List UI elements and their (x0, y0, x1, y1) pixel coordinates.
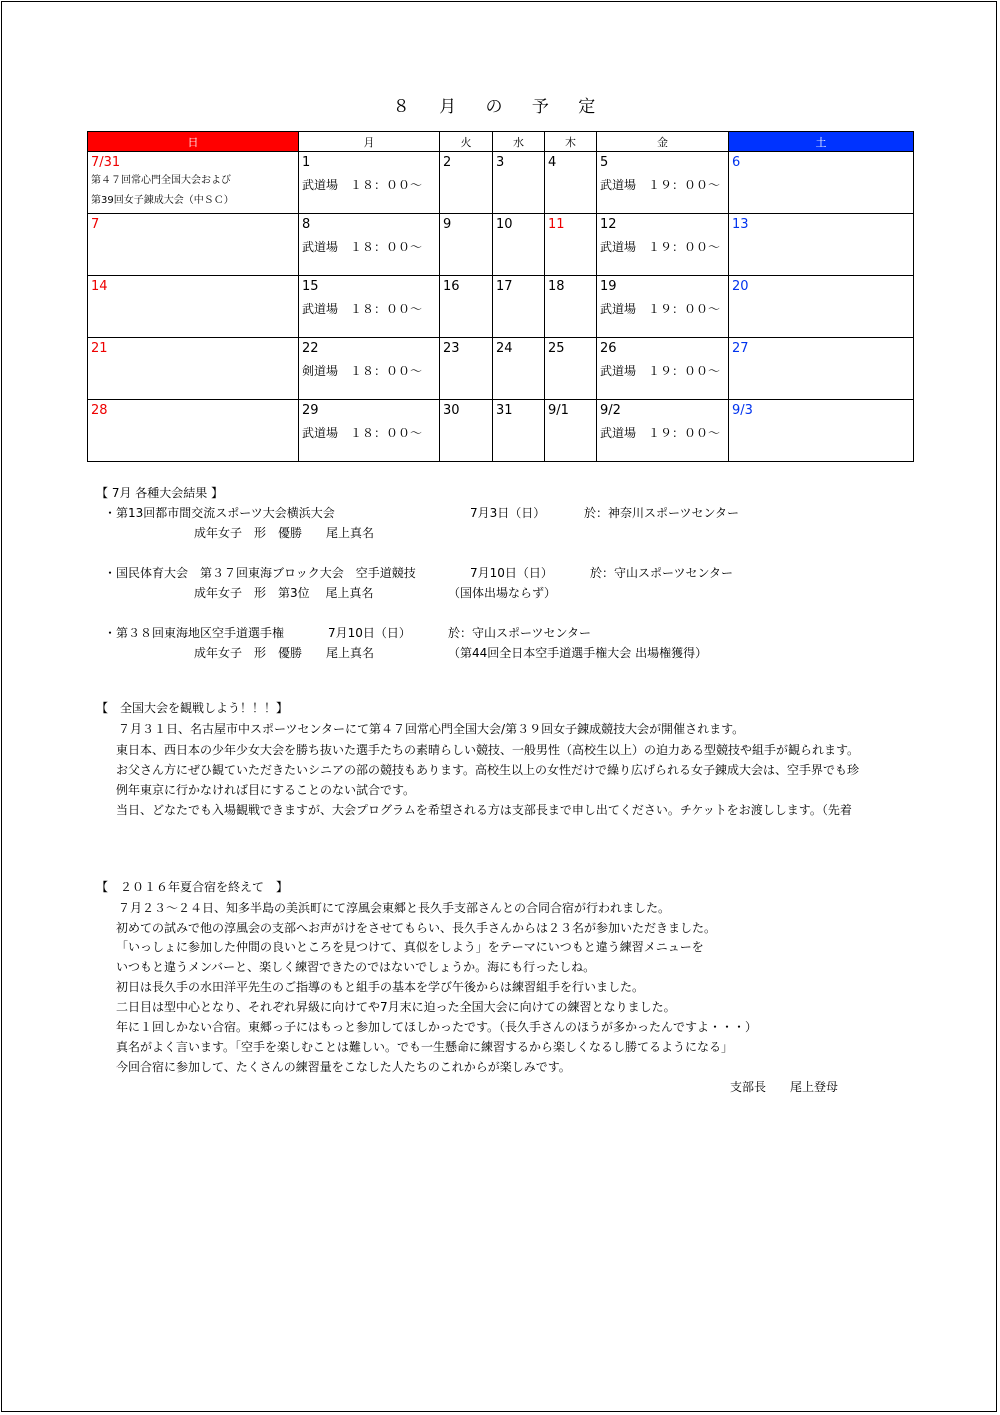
day-number: 29 (302, 403, 319, 418)
practice-event: 武道場 １９：００～ (600, 364, 721, 378)
camp-heading: 【 ２０１６年夏合宿を終えて 】 (96, 880, 289, 894)
calendar-header-row (88, 132, 914, 152)
day-cell-wednesday (493, 276, 545, 338)
day-number: 6 (732, 155, 741, 170)
calendar-week (88, 214, 914, 276)
practice-event: 剣道場 １８：００～ (302, 364, 423, 378)
day-number: 31 (496, 403, 513, 418)
day-cell-tuesday (440, 338, 493, 400)
day-cell-tuesday (440, 152, 493, 214)
day-cell-friday (597, 214, 729, 276)
day-cell-wednesday (493, 152, 545, 214)
day-number: 11 (548, 217, 565, 232)
day-cell-friday (597, 338, 729, 400)
national-heading: 【 全国大会を観戦しよう！！！】 (96, 701, 289, 715)
header-monday: 月 (299, 132, 440, 152)
day-cell-monday (299, 276, 440, 338)
national-paragraph-line: ７月３１日、名古屋市中スポーツセンターにて第４７回常心門全国大会/第３９回女子錬成競技大会が開催されます。 (118, 722, 745, 736)
day-cell-monday (299, 214, 440, 276)
day-number: 15 (302, 279, 319, 294)
day-cell-sunday (88, 338, 299, 400)
day-number: 7/31 (91, 155, 121, 170)
day-number: 19 (600, 279, 617, 294)
header-sunday: 日 (88, 132, 299, 152)
day-number: 7 (91, 217, 100, 232)
day-number: 23 (443, 341, 460, 356)
result-note: （第44回全日本空手道選手権大会 出場権獲得） (448, 646, 708, 660)
practice-event: 武道場 １９：００～ (600, 178, 721, 192)
day-number: 21 (91, 341, 108, 356)
day-number: 22 (302, 341, 319, 356)
results-heading: 【 7月 各種大会結果 】 (96, 486, 224, 500)
camp-paragraph-line: 「いっしょに参加した仲間の良いところを見つけて、真似をしよう」をテーマにいつもと違う練習メニューを (116, 940, 704, 954)
day-number: 25 (548, 341, 565, 356)
day-number: 9/2 (600, 403, 621, 418)
day-cell-saturday (729, 338, 914, 400)
day-cell-thursday (545, 214, 597, 276)
camp-paragraph-line: 初日は長久手の水田洋平先生のご指導のもと組手の基本を学び午後からは練習組手を行いました。 (116, 980, 645, 994)
practice-event: 武道場 １８：００～ (302, 426, 423, 440)
day-number: 24 (496, 341, 513, 356)
result-date: 7月3日（日） (470, 506, 546, 520)
day-cell-wednesday (493, 400, 545, 462)
event-note: 第39回女子錬成大会（中ＳＣ） (91, 195, 234, 206)
national-paragraph-line: 東日本、西日本の少年少女大会を勝ち抜いた選手たちの素晴らしい競技、一般男性（高校生以上）の迫力ある型競技や組手が観られます。 (116, 743, 860, 757)
result-name: ・第３８回東海地区空手道選手権 (104, 626, 285, 640)
national-paragraph-line: 当日、どなたでも入場観戦できますが、大会プログラムを希望される方は支部長まで申し出てください。チケットをお渡しします。（先着 (116, 803, 852, 817)
practice-event: 武道場 １９：００～ (600, 240, 721, 254)
result-note: （国体出場ならず） (448, 586, 557, 600)
day-cell-thursday (545, 276, 597, 338)
day-number: 17 (496, 279, 513, 294)
day-cell-saturday (729, 276, 914, 338)
camp-paragraph-line: 年に１回しかない合宿。東郷っ子にはもっと参加してほしかったです。（長久手さんのほうが多かったんですよ・・・） (116, 1020, 758, 1034)
header-thursday: 木 (545, 132, 597, 152)
day-cell-friday (597, 276, 729, 338)
day-cell-sunday (88, 400, 299, 462)
camp-paragraph-line: 初めての試みで他の淳風会の支部へお声がけをさせてもらい、長久手さんからは２３名が参加いただきました。 (116, 921, 717, 935)
result-name: ・第13回都市間交流スポーツ大会横浜大会 (104, 506, 335, 520)
day-number: 28 (91, 403, 108, 418)
calendar-week (88, 276, 914, 338)
result-detail: 成年女子 形 優勝 尾上真名 (194, 526, 375, 540)
day-cell-thursday (545, 152, 597, 214)
day-cell-thursday (545, 338, 597, 400)
header-friday: 金 (597, 132, 729, 152)
day-number: 8 (302, 217, 311, 232)
day-cell-tuesday (440, 214, 493, 276)
page-title: ８ 月 の 予 定 (392, 97, 608, 117)
result-date: 7月10日（日） (470, 566, 553, 580)
header-tuesday: 火 (440, 132, 493, 152)
day-cell-sunday (88, 214, 299, 276)
calendar-week (88, 400, 914, 462)
day-number: 2 (443, 155, 452, 170)
day-number: 27 (732, 341, 749, 356)
practice-event: 武道場 １８：００～ (302, 240, 423, 254)
practice-event: 武道場 １９：００～ (600, 426, 721, 440)
day-number: 18 (548, 279, 565, 294)
day-number: 5 (600, 155, 609, 170)
day-cell-saturday (729, 400, 914, 462)
day-cell-tuesday (440, 400, 493, 462)
day-cell-monday (299, 338, 440, 400)
day-cell-wednesday (493, 338, 545, 400)
camp-paragraph-line: 今回合宿に参加して、たくさんの練習量をこなした人たちのこれからが楽しみです。 (116, 1060, 571, 1074)
day-number: 30 (443, 403, 460, 418)
day-number: 20 (732, 279, 749, 294)
day-number: 10 (496, 217, 513, 232)
camp-paragraph-line: 二日目は型中心となり、それぞれ昇級に向けてや7月末に迫った全国大会に向けての練習となりました。 (116, 1000, 676, 1014)
day-cell-saturday (729, 214, 914, 276)
header-wednesday: 水 (493, 132, 545, 152)
day-number: 3 (496, 155, 505, 170)
result-detail: 成年女子 形 優勝 尾上真名 (194, 646, 375, 660)
practice-event: 武道場 １９：００～ (600, 302, 721, 316)
result-date: 7月10日（日） (328, 626, 411, 640)
day-cell-friday (597, 400, 729, 462)
practice-event: 武道場 １８：００～ (302, 178, 423, 192)
day-number: 9/1 (548, 403, 569, 418)
result-detail: 成年女子 形 第3位 尾上真名 (194, 586, 374, 600)
day-cell-sunday (88, 152, 299, 214)
day-cell-sunday (88, 276, 299, 338)
practice-event: 武道場 １８：００～ (302, 302, 423, 316)
camp-paragraph-line: いつもと違うメンバーと、楽しく練習できたのではないでしょうか。海にも行ったしね。 (116, 960, 596, 974)
day-number: 13 (732, 217, 749, 232)
day-cell-wednesday (493, 214, 545, 276)
day-number: 9 (443, 217, 452, 232)
day-cell-friday (597, 152, 729, 214)
calendar-table (87, 131, 914, 462)
day-number: 16 (443, 279, 460, 294)
day-cell-tuesday (440, 276, 493, 338)
camp-paragraph-line: 真名がよく言います。「空手を楽しむことは難しい。でも一生懸命に練習するから楽しくなるし勝てるようになる」 (116, 1040, 734, 1054)
day-number: 9/3 (732, 403, 753, 418)
day-number: 4 (548, 155, 557, 170)
national-paragraph-line: お父さん方にぜひ観ていただきたいシニアの部の競技もあります。高校生以上の女性だけで繰り広げられる女子錬成大会は、空手界でも珍 (116, 763, 860, 777)
day-number: 14 (91, 279, 108, 294)
day-cell-thursday (545, 400, 597, 462)
day-number: 1 (302, 155, 311, 170)
day-number: 12 (600, 217, 617, 232)
day-cell-monday (299, 152, 440, 214)
header-saturday: 土 (729, 132, 914, 152)
event-note: 第４７回常心門全国大会および (91, 175, 231, 186)
result-venue: 於：守山スポーツセンター (448, 626, 592, 640)
camp-paragraph-line: ７月２３～２４日、知多半島の美浜町にて淳風会東郷と長久手支部さんとの合同合宿が行われました。 (118, 901, 671, 915)
national-paragraph-line: 例年東京に行かなければ目にすることのない試合です。 (116, 783, 416, 797)
day-cell-monday (299, 400, 440, 462)
day-number: 26 (600, 341, 617, 356)
result-name: ・国民体育大会 第３７回東海ブロック大会 空手道競技 (104, 566, 416, 580)
result-venue: 於：神奈川スポーツセンター (584, 506, 740, 520)
calendar-week (88, 152, 914, 214)
day-cell-saturday (729, 152, 914, 214)
signature: 支部長 尾上登母 (730, 1080, 839, 1094)
calendar-week (88, 338, 914, 400)
result-venue: 於：守山スポーツセンター (590, 566, 734, 580)
